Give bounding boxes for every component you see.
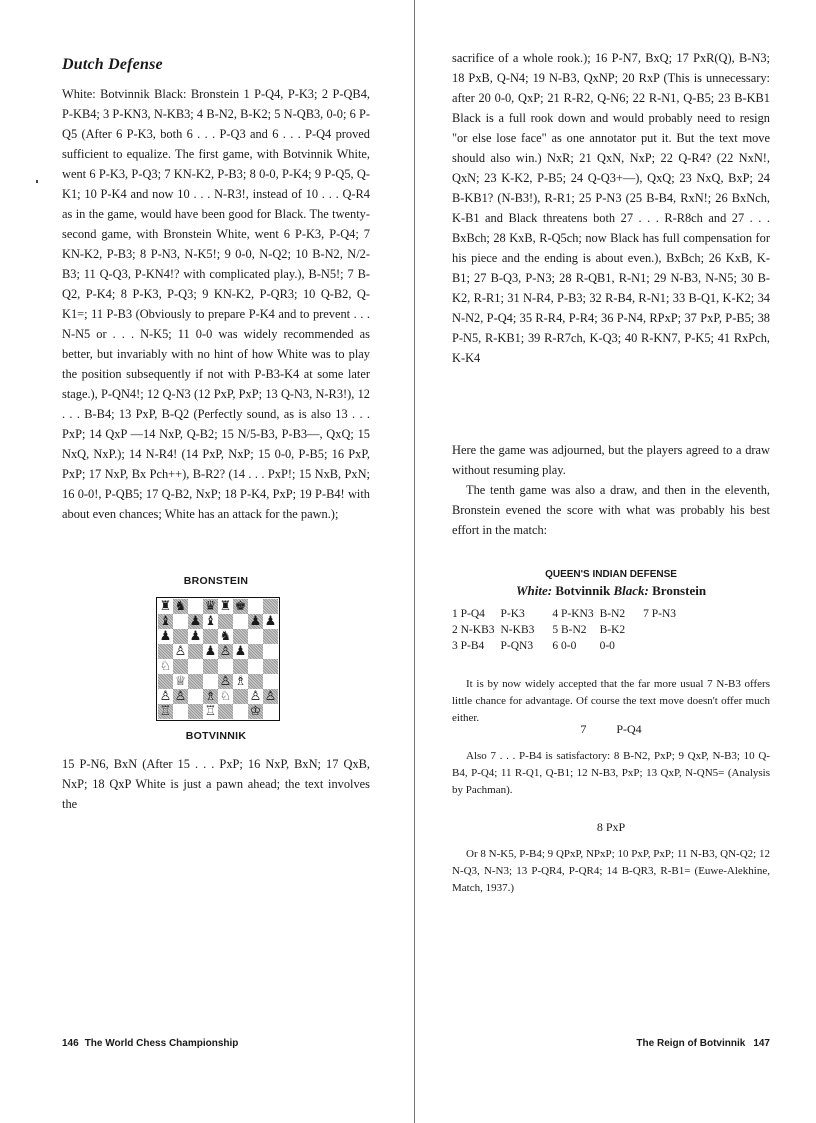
board-square: ♕ [174, 674, 187, 689]
note-text-1: It is by now widely accepted that the far more usual 7 N-B3 offers little chance for advantage. Of course the text move doesn't offer much either. [452, 678, 770, 724]
left-after-text [62, 754, 370, 814]
board-square [248, 674, 263, 689]
diagram-label-bottom: BOTVINNIK [185, 730, 247, 742]
board-square: ♖ [204, 704, 217, 719]
board-square: ♖ [159, 704, 172, 719]
continuation-text: 15 P-N6, BxN (After 15 . . . PxP; 16 NxP, BxN; 17 QxB, NxP; 18 QxP White is just a pawn ahead; the text involves the [62, 757, 370, 811]
board-grid [158, 599, 278, 719]
board-square: ♜ [159, 599, 172, 614]
board-square [188, 689, 203, 704]
opening-moves [452, 606, 682, 654]
left-main-text [62, 84, 370, 524]
move-7: 7 P-Q4 [580, 722, 642, 736]
note-3 [452, 846, 770, 897]
page-number-right: 147 [753, 1038, 770, 1049]
chess-diagram [156, 597, 280, 721]
board-square: ♞ [219, 629, 232, 644]
running-title-right: The Reign of Botvinnik [636, 1038, 746, 1049]
right-top-text [452, 48, 770, 368]
move-cell: 7 P-N3 [643, 608, 677, 620]
board-square [173, 659, 188, 674]
board-square: ♙ [264, 689, 277, 704]
board-square: ♙ [219, 644, 232, 659]
board-square: ♞ [174, 599, 187, 614]
move-cell: 1 P-Q4 [452, 608, 485, 620]
board-square [188, 659, 203, 674]
board-square [248, 599, 263, 614]
board-square: ♙ [174, 644, 187, 659]
board-square [203, 674, 218, 689]
board-square [188, 599, 203, 614]
board-square [173, 614, 188, 629]
move-cell: P-K3 [500, 608, 525, 620]
move-cell: N-KB3 [500, 624, 535, 636]
board-square [263, 599, 278, 614]
board-square: ♟ [249, 614, 262, 629]
opening-title: QUEEN'S INDIAN DEFENSE [545, 569, 677, 580]
board-square [218, 659, 233, 674]
section-title: Dutch Defense [62, 56, 163, 73]
board-square: ♛ [204, 599, 217, 614]
right-footer [636, 1038, 770, 1049]
board-square: ♜ [219, 599, 232, 614]
board-square [263, 659, 278, 674]
board-square: ♟ [189, 629, 202, 644]
board-square [203, 629, 218, 644]
board-square [233, 659, 248, 674]
board-square: ♝ [159, 614, 172, 629]
black-label: Black: [613, 583, 649, 598]
game-annotation: White: Botvinnik Black: Bronstein 1 P-Q4, P-K3; 2 P-QB4, P-KB4; 3 P-KN3, N-KB3; 4 B-N2, B-K2; 5 N-QB3, 0-0; 6 P-Q5 (After 6 P-K3, both 6 . . . P-Q3 and 6 . . . P-Q4 proved sufficient to equalize. The first game, with Botvinnik White, went 6 P-K3, P-Q3; 7 KN-K2, P-B3; 8 0-0, P-K4; 9 P-Q5, Q-K1; 10 P-K4 and now 10 . . . N-R3!, instead of 10 . . . Q-R4 as in the game, would have been good for Black. The twenty-second game, with Bronstein White, went 6 P-K3, P-Q4; 7 KN-K2, P-B3; 8 P-N3, N-K5!; 9 0-0, N-Q2; 10 B-N2, N/2-B3; 11 Q-Q3, P-KN4!? with complicated play.), B-N5!; 7 B-Q2, P-K4; 8 P-K3, P-Q3; 9 KN-K2, P-QR3; 10 Q-B2, Q-K1=; 11 P-B3 (Obviously to prepare P-K4 and to prevent . . . N-N5 or . . . N-K5; 11 0-0 was widely recommended as better, but invariably with no hint of how White was to play the position subsequently if not with P-B3-K4 at some later stage.), P-QN4!; 12 Q-N3 (12 PxP, PxP; 13 Q-N3, N-R3!), 12 . . . B-B4; 13 PxP, B-Q2 (Perfectly sound, as is also 13 . . . PxP; 14 QxP —14 NxP, Q-B2; 15 N/5-B3, P-B3—, QxQ; 15 NxQ, NxP.); 14 N-R4! (14 PxP, NxP; 15 0-0, P-B5; 16 PxP, PxP; 17 NxP, Bx Pch++), B-R2? (14 . . . PxP!; 15 NxB, PxN; 16 0-0!, P-QB5; 17 Q-B2, NxP; 18 P-K4, PxP; 19 P-B4! with about even chances; White has an attack for the pawn.); [62, 87, 370, 521]
left-footer [62, 1038, 238, 1049]
board-square [188, 674, 203, 689]
right-paragraphs [452, 440, 770, 540]
board-square: ♙ [174, 689, 187, 704]
board-square: ♝ [204, 614, 217, 629]
board-square [233, 614, 248, 629]
margin-mark [36, 180, 38, 183]
board-square [248, 659, 263, 674]
running-title-left: The World Chess Championship [84, 1038, 239, 1049]
board-square [263, 629, 278, 644]
move-cell: 5 B-N2 [552, 624, 587, 636]
page-fold [414, 0, 415, 1123]
move-cell: P-QN3 [500, 640, 534, 652]
move-row [452, 622, 682, 638]
board-square: ♙ [219, 674, 232, 689]
board-square [158, 644, 173, 659]
board-square: ♘ [159, 659, 172, 674]
note-text-3: Or 8 N-K5, P-B4; 9 QPxP, NPxP; 10 PxP, PxP; 11 N-B3, QN-Q2; 12 N-Q3, N-N3; 13 P-QR4, P-QR4; 14 B-QR3, R-B1= (Euwe-Alekhine, Match, 1937.) [452, 848, 770, 894]
paragraph-adjourned: Here the game was adjourned, but the players agreed to a draw without resuming play. [452, 443, 770, 477]
board-square [233, 629, 248, 644]
players-line [452, 583, 770, 599]
move-row [452, 638, 682, 654]
paragraph-tenth-game: The tenth game was also a draw, and then in the eleventh, Bronstein evened the score with what was probably his best effort in the match: [452, 483, 770, 537]
board-square: ♙ [159, 689, 172, 704]
board-square [218, 614, 233, 629]
board-square [263, 644, 278, 659]
board-square [188, 704, 203, 719]
note-1 [452, 676, 770, 727]
white-name: Botvinnik [555, 583, 611, 598]
move-cell: B-N2 [599, 608, 626, 620]
move-cell: B-K2 [599, 624, 626, 636]
move-cell: 6 0-0 [552, 640, 577, 652]
continuation-annotation: sacrifice of a whole rook.); 16 P-N7, BxQ; 17 PxR(Q), B-N3; 18 PxB, Q-N4; 19 N-B3, QxNP; 20 RxP (This is unnecessary: after 20 0-0, QxP; 21 R-R2, Q-N6; 22 R-N1, Q-B5; 23 B-KB1 Black is a full rook down and would probably need to resign "or else lose face" as one annotator put it. But the text move should also win.) NxR; 21 QxN, NxP; 22 Q-R4? (22 NxN!, QxN; 23 K-K2, P-B5; 24 Q-Q3+—), QxQ; 23 NxQ, BxP; 24 B-KB1? (N-B3!), R-R1; 25 P-N3 (25 B-B4, RxN!; 26 BxNch, K-B1 and Black threatens both 27 . . . R-R8ch and 27 . . . BxBch; 28 KxB, R-Q5ch; now Black has full compensation for his piece and the ending is about even.), BxBch; 26 KxB, K-B1; 27 B-Q3, P-N3; 28 R-QB1, R-N1; 29 N-B3, N-N5; 30 B-K2, R-R1; 31 N-R4, P-B3; 32 R-B4, R-N1; 33 B-Q1, K-K2; 34 N-N2, P-Q4; 35 R-R4, P-R4; 36 P-N4, RPxP; 37 PxP, P-B5; 38 P-N5, R-KB1; 39 R-R7ch, K-Q3; 40 R-KN7, P-K5; 41 RxPch, K-K4 [452, 51, 770, 365]
move-row [452, 606, 682, 622]
board-square: ♟ [189, 614, 202, 629]
diagram-label-top: BRONSTEIN [183, 575, 249, 587]
move-cell [643, 622, 682, 638]
note-2 [452, 748, 770, 799]
board-square [263, 704, 278, 719]
board-square [248, 629, 263, 644]
board-square [158, 674, 173, 689]
board-square [203, 659, 218, 674]
moves-table [452, 606, 682, 654]
board-square: ♚ [234, 599, 247, 614]
move-8: 8 PxP [596, 820, 626, 834]
move-cell: 0-0 [599, 640, 615, 652]
board-square: ♙ [249, 689, 262, 704]
black-name: Bronstein [652, 583, 707, 598]
board-square: ♟ [264, 614, 277, 629]
board-square: ♗ [234, 674, 247, 689]
board-square: ♗ [204, 689, 217, 704]
board-square [263, 674, 278, 689]
board-square [233, 689, 248, 704]
board-square: ♟ [204, 644, 217, 659]
board-square [188, 644, 203, 659]
board-square [248, 644, 263, 659]
board-square: ♟ [234, 644, 247, 659]
board-square: ♘ [219, 689, 232, 704]
board-square [233, 704, 248, 719]
board-square: ♟ [159, 629, 172, 644]
move-cell: 4 P-KN3 [552, 608, 594, 620]
move-cell [643, 638, 682, 654]
move-cell: 3 P-B4 [452, 640, 485, 652]
move-cell: 2 N-KB3 [452, 624, 495, 636]
white-label: White: [515, 583, 553, 598]
note-text-2: Also 7 . . . P-B4 is satisfactory: 8 B-N2, PxP; 9 QxP, N-B3; 10 Q-B4, P-Q4; 11 R-Q1, Q-B1; 12 N-B3, PxP; 13 QxP, N-QN5= (Analysis by Pachman). [452, 750, 770, 796]
board-square [173, 704, 188, 719]
page-number-left: 146 [62, 1038, 79, 1049]
board-square [218, 704, 233, 719]
board-square: ♔ [249, 704, 262, 719]
board-square [173, 629, 188, 644]
